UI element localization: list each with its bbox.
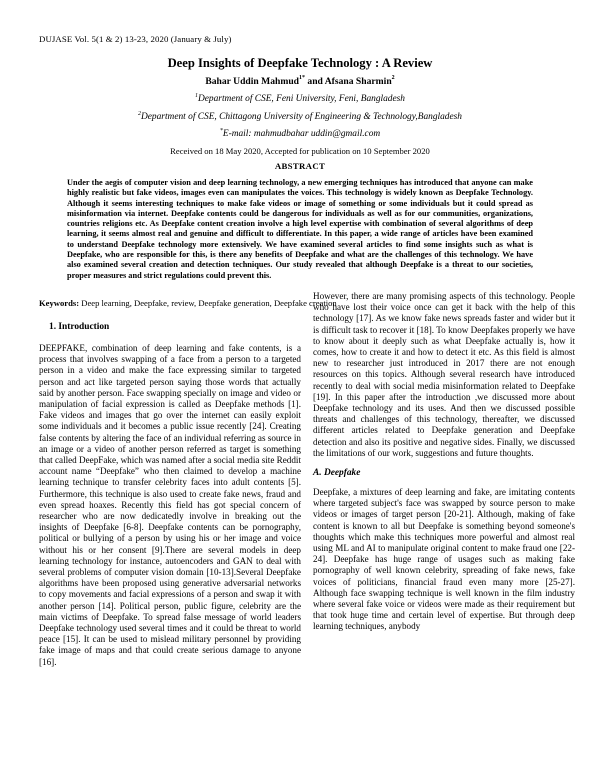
- author-name: Bahar Uddin Mahmud: [205, 76, 299, 87]
- affiliation-text: E-mail: mahmudbahar uddin@gmail.com: [222, 129, 381, 139]
- abstract-heading: ABSTRACT: [274, 161, 326, 171]
- author-marker: 2: [391, 75, 395, 81]
- intro-paragraph-continued: However, there are many promising aspects of this technology. People who have lost their voice once can get it back with the help of this technology [17]. As we know fake news spreads faster and wider but it is difficult task to recover it [18]. To know Deepfakes properly we have to know about it deeply such as what Deepfake actually is, how it comes, how to create it and how to detect it etc. As this field is almost new to researcher just introduced in 2017 there are not enough resources on this topics. Although several research have introduced recently to deal with social media misinformation related to Deepfake [19]. In this paper after the introduction ,we discussed more about Deepfake technology and its uses. And then we discussed possible threats and challenges of this technology, thereafter, we discussed different articles related to Deepfake generation and Deepfake detection and also its positive and negative sides. Finally, we discussed the limitations of our work, suggestions and future thoughts.: [313, 291, 575, 458]
- author-line: [0, 76, 600, 87]
- affiliation-marker: 2: [138, 111, 141, 117]
- subsection-heading-deepfake: A. Deepfake: [313, 468, 361, 479]
- author-marker: 1*: [299, 75, 305, 81]
- affiliation-marker: *: [219, 128, 223, 134]
- left-column: [39, 322, 301, 668]
- right-column: [313, 291, 575, 633]
- keywords-text: Deep learning, Deepfake, review, Deepfake generation, Deepfake creation: [79, 298, 337, 308]
- section-heading-introduction: 1. Introduction: [49, 322, 110, 332]
- deepfake-paragraph: Deepfake, a mixtures of deep learning and fake, are imitating contents where targeted subject's face was swapped by source person to make videos or images of target person [20-21]. Although, making of fake content is known to all but Deepfake is something beyond someone's thoughts which make this techniques more powerful and almost real using ML and AI to manipulate original content to make fraud one [22-24]. Deepfake has huge range of usages such as making fake pornography of well known celebrity, spreading of fake news, fake voices of politicians, financial fraud even many more [25-27]. Although face swapping technique is well known in the film industry where several fake voice or videos were made as their requirement but that took huge time and certain level of expertise. But through deep learning techniques, anybody: [313, 487, 575, 632]
- affiliation-marker: 1: [195, 93, 198, 99]
- keywords-label: Keywords:: [39, 298, 80, 308]
- affiliation-email: [0, 129, 600, 139]
- running-head: DUJASE Vol. 5(1 & 2) 13-23, 2020 (January & July): [39, 34, 232, 44]
- received-accepted-dates: Received on 18 May 2020, Accepted for publication on 10 September 2020: [170, 146, 430, 156]
- affiliation: [0, 94, 600, 104]
- author-name: Afsana Sharmin: [324, 76, 392, 87]
- affiliation: [0, 112, 600, 122]
- abstract-text: Under the aegis of computer vision and deep learning technology, a new emerging techniques has introduced that anyone can make highly realistic but fake videos, images even can manipulates the voices. This technology is widely known as Deepfake Technology. Although it seems interesting techniques to make fake videos or image of something or some individuals but it could spread as misinformation via internet. Deepfake contents could be dangerous for individuals as well as for our communities, organizations, countries religions etc. As Deepfake content creation involve a high level expertise with combination of several algorithms of deep learning, it seems almost real and genuine and difficult to differentiate. In this paper, a wide range of articles have been examined to understand Deepfake technology more extensively. We have examined several articles to find some insights such as what is Deepfake, who are responsible for this, is there any benefits of Deepfake and what are the challenges of this technology. We have also examined several creation and detection techniques. Our study revealed that although Deepfake is a threat to our societies, proper measures and strict regulations could prevent this.: [67, 178, 533, 280]
- paper-title: Deep Insights of Deepfake Technology : A Review: [167, 56, 433, 70]
- intro-paragraph: DEEPFAKE, combination of deep learning and fake contents, is a process that involves swapping of a face from a person to a targeted person in a video and make the face expressing similar to targeted person and act like targeted person saying those words that actually said by another person. Face swapping specially on image and video or manipulation of facial expression is called as Deepfake methods [1]. Fake videos and images that go over the internet can easily exploit some individuals and it becomes a public issue recently [24]. Creating false contents by altering the face of an individual referring as source in an image or a video of another person referred as target is something that called DeepFake, which was named after a social media site Reddit account name “Deepfake” who then claimed to develop a machine learning technique to transfer celebrity faces into adult contents [5]. Furthermore, this technique is also used to create fake news, fraud and even spread hoaxes. Recently this field has got special concern of researcher who are now dedicatedly involve in breaking out the insights of Deepfake [6-8]. Deepfake contents can be pornography, political or bullying of a person by using his or her image and voice without his or her consent [9].There are several models in deep learning technology for instance, autoencoders and GAN to deal with several problems of computer vision domain [10-13].Several Deepfake algorithms have been proposed using generative adversarial networks to copy movements and facial expressions of a person and swap it with another person [14]. Political person, public figure, celebrity are the main victims of Deepfake. To spread false message of world leaders Deepfake technology used several times and it could be threat to world peace [15]. It can be used to mislead military personnel by providing fake image of maps and that could create serious damage to anyone [16].: [39, 343, 301, 667]
- affiliation-text: Department of CSE, Feni University, Feni, Bangladesh: [198, 94, 405, 104]
- affiliation-text: Department of CSE, Chittagong University of Engineering & Technology,Bangladesh: [141, 112, 462, 122]
- author-connector: and: [305, 76, 325, 87]
